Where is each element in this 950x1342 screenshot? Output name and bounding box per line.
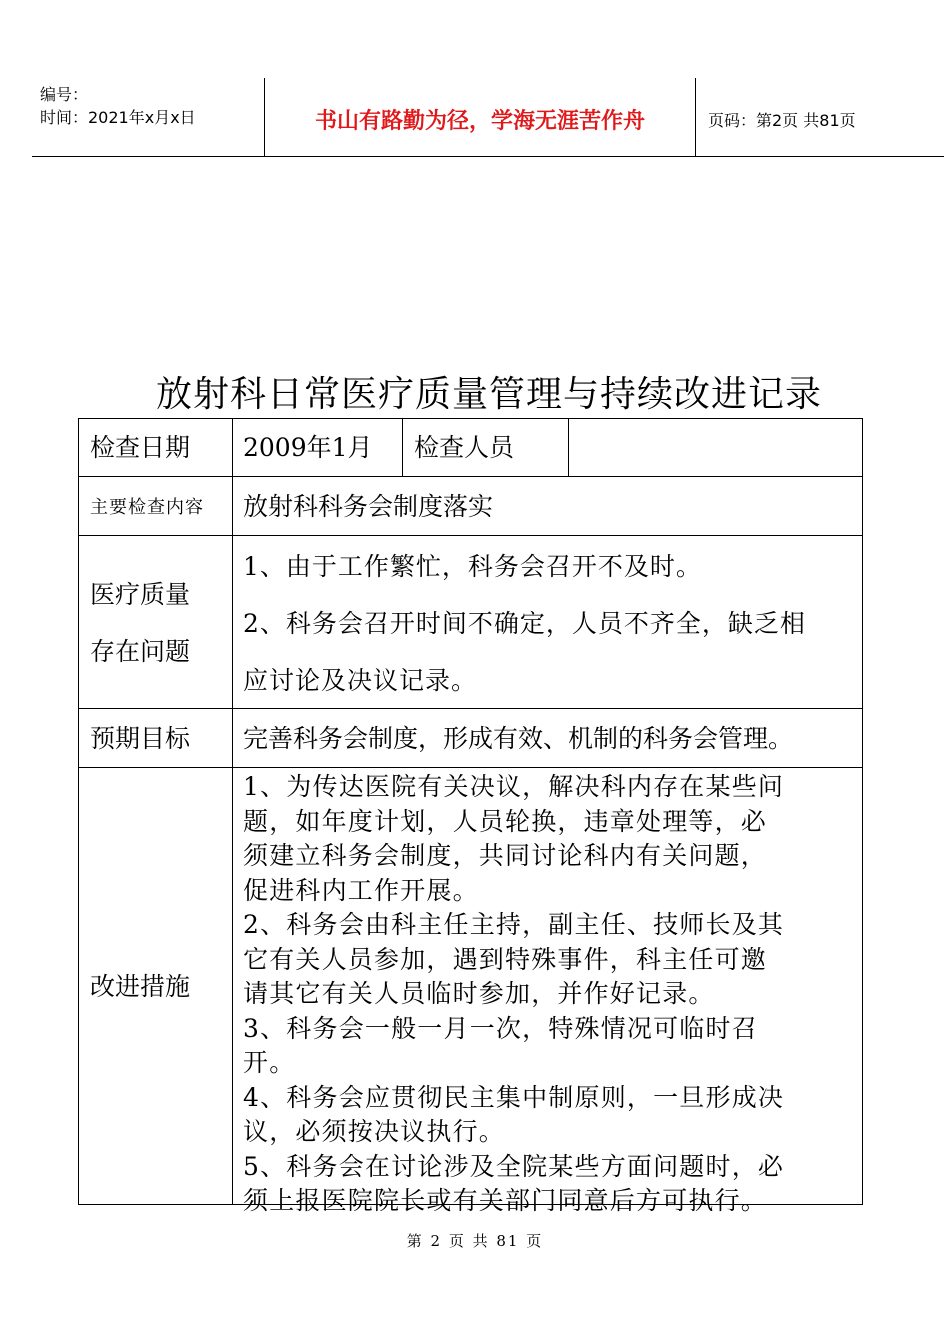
improvement-measures-label: 改进措施 — [90, 972, 191, 1001]
table-rule-3 — [78, 708, 863, 709]
measure-line: 它有关人员参加，遇到特殊事件，科主任可邀 — [243, 944, 768, 974]
table-label-divider — [232, 418, 233, 1205]
measure-line: 请其它有关人员临时参加，并作好记录。 — [243, 979, 715, 1008]
quality-issue-2: 2、科务会召开时间不确定，人员不齐全，缺乏相 — [243, 609, 806, 638]
record-table — [78, 418, 863, 1215]
header-page-cell — [696, 78, 944, 156]
table-border-right — [862, 418, 863, 1205]
header-meta-cell — [32, 78, 265, 156]
table-row1-divider-a — [402, 418, 403, 476]
check-date-value: 2009年1月 — [243, 433, 373, 462]
quality-issue-1: 1、由于工作繁忙，科务会召开不及时。 — [243, 552, 702, 581]
document-time-label: 时间：2021年x月x日 — [40, 108, 196, 127]
check-date-label: 检查日期 — [90, 433, 191, 462]
measure-line: 开。 — [243, 1048, 296, 1077]
quality-issue-2-continued: 应讨论及决议记录。 — [243, 666, 478, 695]
table-row1-divider-b — [568, 418, 569, 476]
document-number-label: 编号： — [40, 85, 89, 104]
table-rule-1 — [78, 476, 863, 477]
measure-line: 5、科务会在讨论涉及全院某些方面问题时，必 — [243, 1151, 785, 1181]
table-border-top — [78, 418, 863, 419]
inspector-label: 检查人员 — [414, 433, 515, 462]
table-border-left — [78, 418, 79, 1205]
header-motto-cell — [265, 78, 696, 156]
measure-line: 2、科务会由科主任主持，副主任、技师长及其 — [243, 910, 785, 939]
main-content-label: 主要检查内容 — [90, 497, 204, 518]
header-page-number: 页码：第2页 共81页 — [708, 111, 856, 130]
document-title: 放射科日常医疗质量管理与持续改进记录 — [155, 374, 822, 415]
quality-issues-label-line2: 存在问题 — [90, 637, 191, 666]
table-rule-2 — [78, 535, 863, 536]
measure-line: 3、科务会一般一月一次，特殊情况可临时召 — [243, 1013, 758, 1043]
measure-line: 题，如年度计划，人员轮换，违章处理等，必 — [243, 806, 768, 836]
improvement-measures-text — [243, 770, 855, 1219]
measure-line: 4、科务会应贯彻民主集中制原则，一旦形成决 — [243, 1082, 785, 1112]
motto-text: 书山有路勤为径，学海无涯苦作舟 — [314, 109, 645, 134]
expected-goal-label: 预期目标 — [90, 724, 191, 753]
measure-line: 议，必须按决议执行。 — [243, 1117, 506, 1146]
page-footer: 第 2 页 共 81 页 — [406, 1232, 544, 1250]
quality-issues-label-line1: 医疗质量 — [90, 580, 191, 609]
table-rule-4 — [78, 767, 863, 768]
measure-line: 须建立科务会制度，共同讨论科内有关问题， — [243, 841, 768, 870]
page-header — [32, 78, 944, 157]
measure-line: 须上报医院院长或有关部门同意后方可执行。 — [243, 1186, 768, 1215]
expected-goal-value: 完善科务会制度，形成有效、机制的科务会管理。 — [243, 724, 794, 753]
measure-line: 1、为传达医院有关决议，解决科内存在某些问 — [243, 772, 785, 801]
measure-line: 促进科内工作开展。 — [243, 875, 479, 905]
main-content-value: 放射科科务会制度落实 — [243, 492, 494, 521]
